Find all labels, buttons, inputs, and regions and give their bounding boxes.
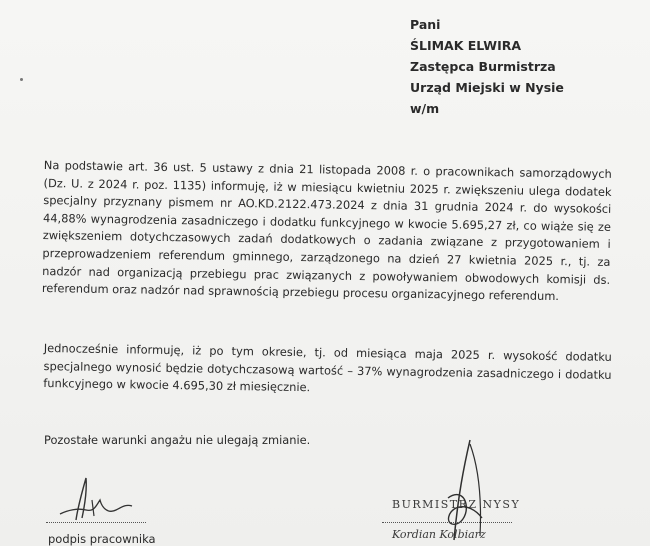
punch-mark (20, 78, 23, 81)
employee-signature-line (46, 522, 146, 523)
addressee-block (410, 14, 564, 119)
employee-signature (52, 470, 142, 526)
addressee-salutation: Pani (410, 17, 441, 32)
addressee-location: w/m (410, 101, 440, 116)
addressee-office: Urząd Miejski w Nysie (410, 80, 564, 95)
body-paragraph-2: Jednocześnie informuję, iż po tym okresie, tj. od miesiąca maja 2025 r. wysokość dodatku specjalnego wynosić będzie dotychczasową wartość – 37% wynagrodzenia zasadniczego i dodatku funkcyjnego w kwocie 4.695,30 zł miesięcznie. (43, 340, 612, 395)
employee-signature-caption: podpis pracownika (48, 532, 156, 546)
mayor-stamp-title: BURMISTRZ NYSY (392, 498, 521, 511)
mayor-stamp-name: Kordian Kolbiarz (392, 528, 486, 541)
body-paragraph-1: Na podstawie art. 36 ust. 5 ustawy z dnia 21 listopada 2008 r. o pracownikach samorządowych (Dz. U. z 2024 r. poz. 1135) informuję, iż w miesiącu kwietniu 2025 r. zwiększeniu ulega dodatek specjalny przyznany pismem nr AO.KD.2122.473.2024 z dnia 31 grudnia 2024 r. do wysokości 44,88% wynagrodzenia zasadniczego i dodatku funkcyjnego w kwocie 5.695,27 zł, co wiąże się ze zwiększeniem dotychczasowych zadań dodatkowych o zadania związane z przygotowaniem i przeprowadzeniem referendum gminnego, zarządzonego na dzień 27 kwietnia 2025 r., tj. za nadzór nad organizacją przebiegu prac związanych z powoływaniem obwodowych komisji ds. referendum oraz nadzór nad sprawnością przebiegu procesu organizacyjnego referendum. (41, 157, 612, 304)
addressee-position: Zastępca Burmistrza (410, 59, 556, 74)
body-paragraph-3: Pozostałe warunki angażu nie ulegają zmianie. (44, 433, 311, 447)
mayor-signature (430, 436, 510, 546)
addressee-name: ŚLIMAK ELWIRA (410, 38, 522, 53)
